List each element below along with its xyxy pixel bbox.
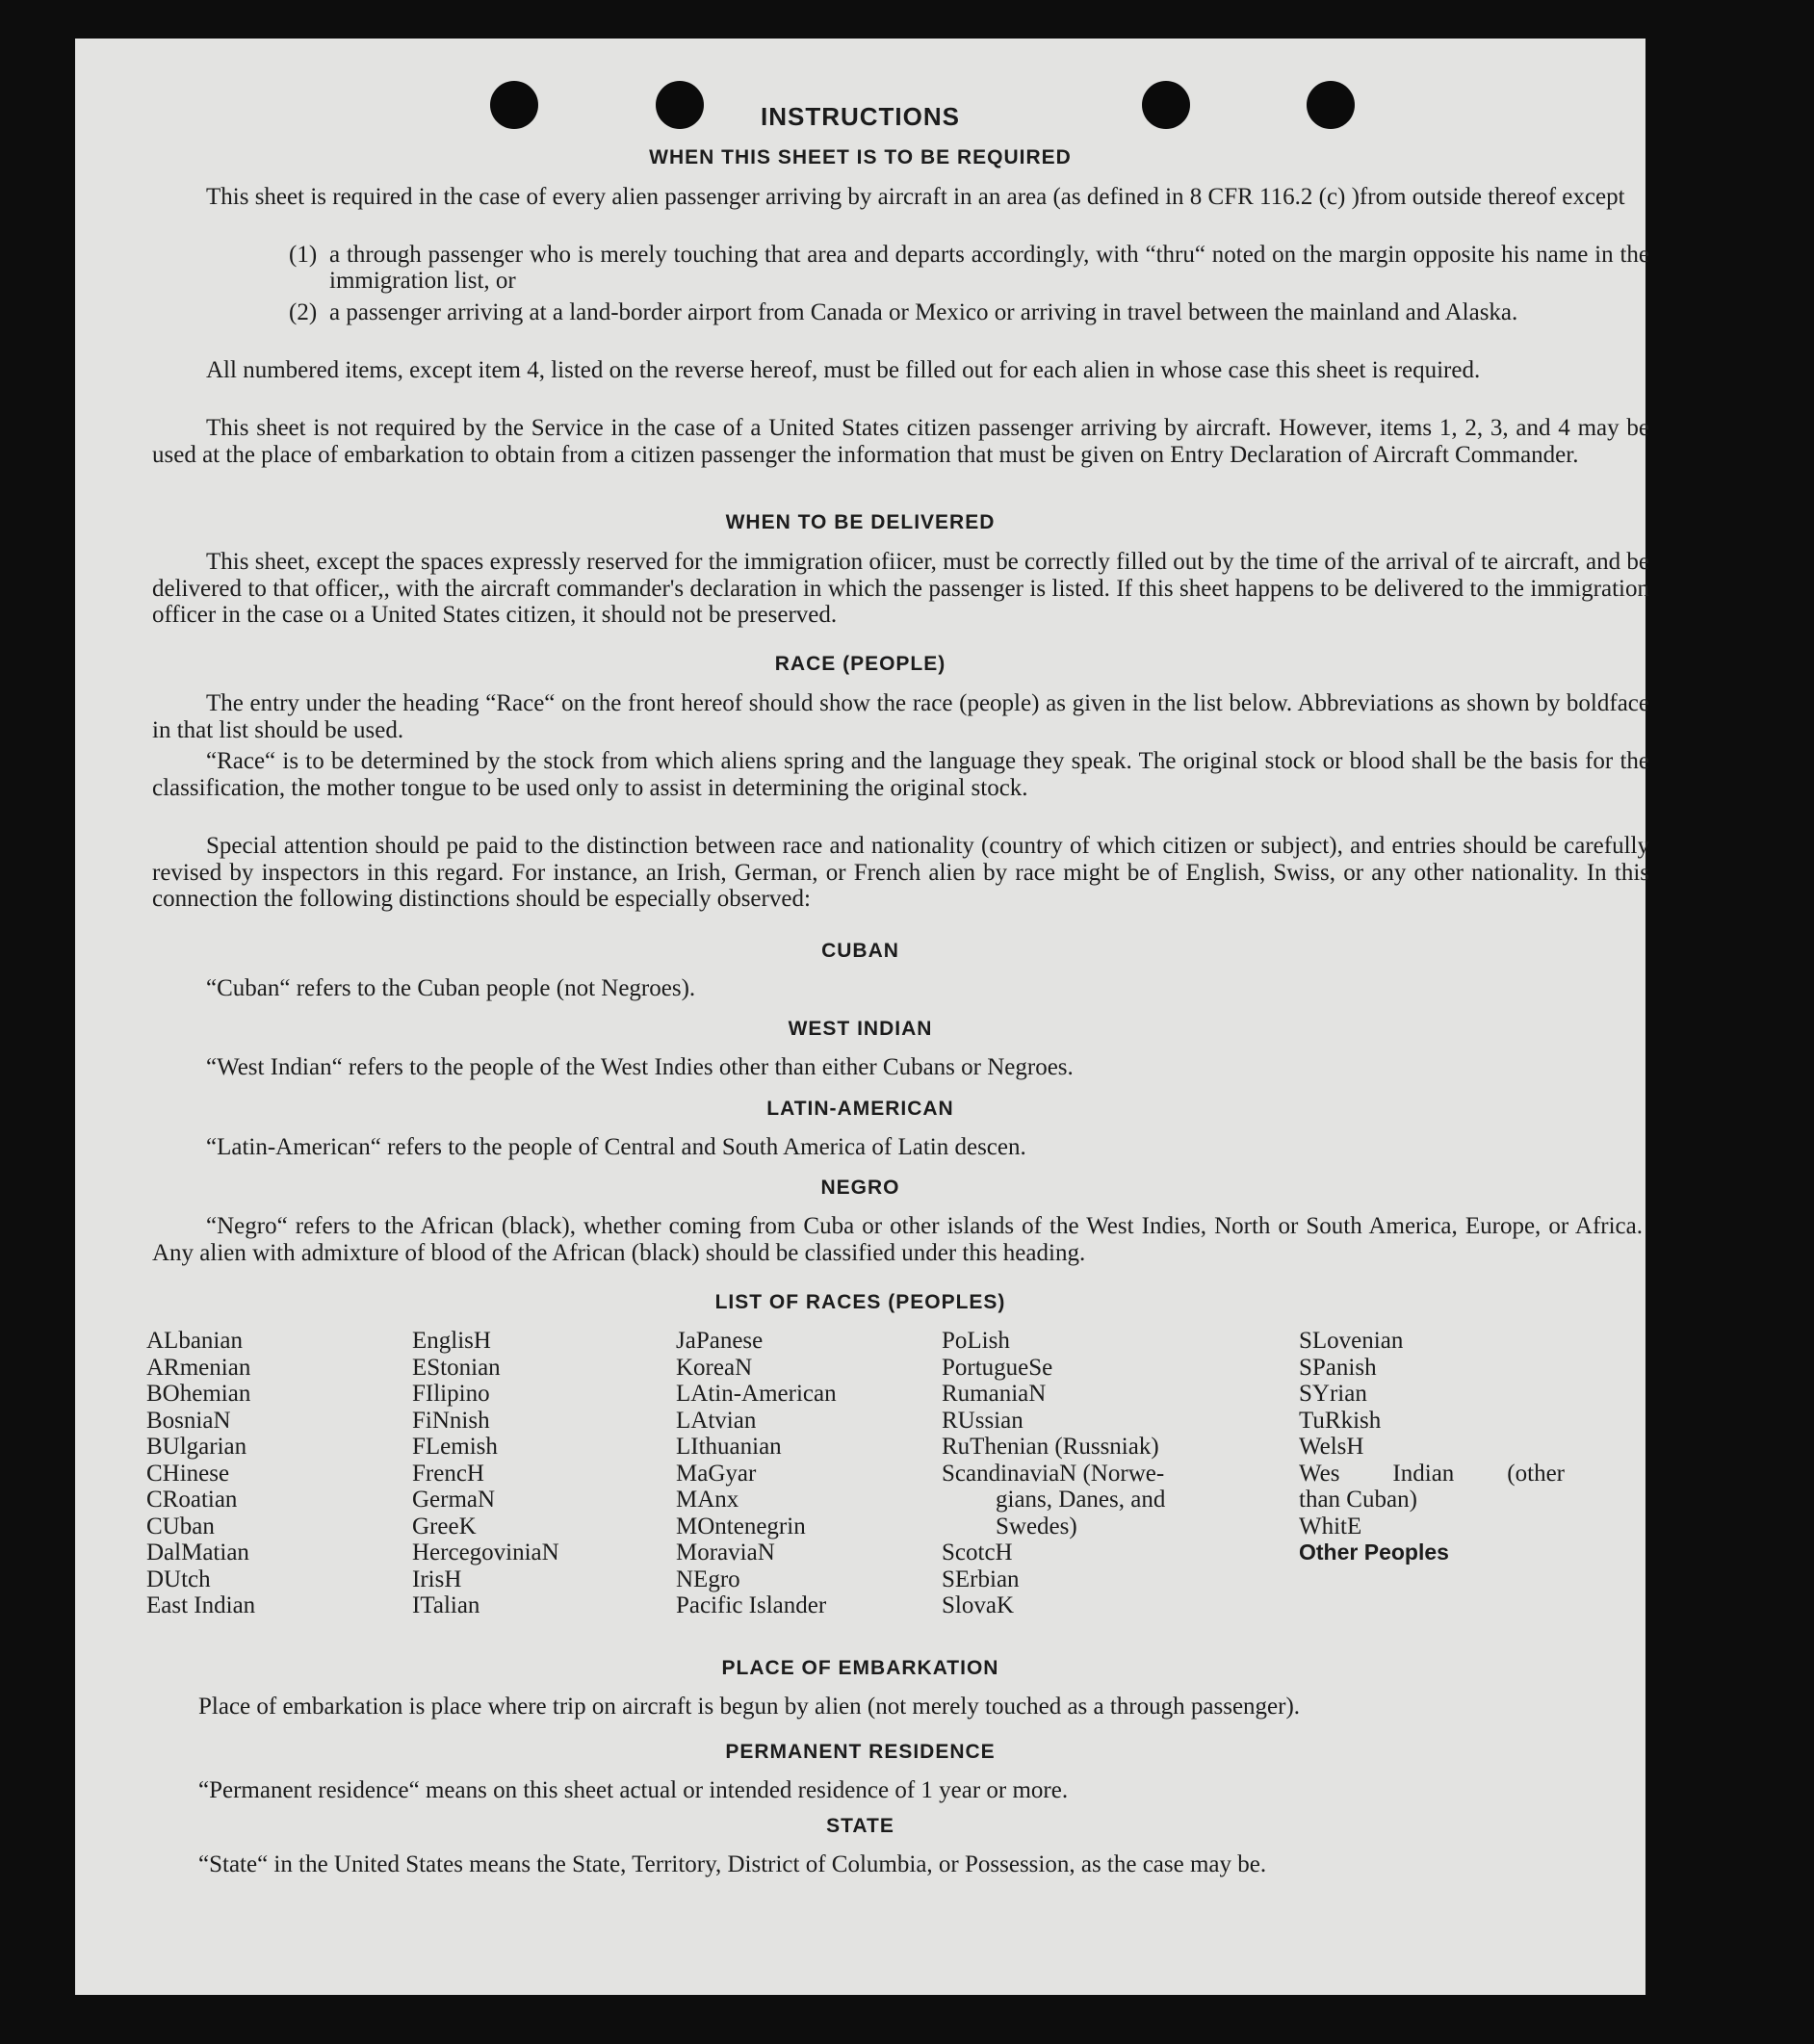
list-item-continuation: Swedes) <box>996 1513 1077 1539</box>
heading-cuban: CUBAN <box>821 940 899 962</box>
races-column-4 <box>942 1328 1165 1619</box>
list-item: BosniaN <box>146 1407 231 1434</box>
list-item: MoraviaN <box>676 1539 775 1565</box>
heading-when-delivered: WHEN TO BE DELIVERED <box>725 511 996 533</box>
list-item: MaGyar <box>676 1460 757 1487</box>
list-item: ScotcH <box>942 1539 1013 1565</box>
heading-latin-american: LATIN-AMERICAN <box>766 1098 954 1120</box>
list-item: WhitE <box>1299 1513 1362 1539</box>
list-item: DUtch <box>146 1565 211 1592</box>
heading-permanent-residence: PERMANENT RESIDENCE <box>725 1741 996 1763</box>
list-item: RUssian <box>942 1407 1024 1434</box>
list-item: SErbian <box>942 1565 1020 1592</box>
heading-state: STATE <box>826 1815 894 1837</box>
list-item: ITalian <box>412 1592 480 1618</box>
list-item: MAnx <box>676 1487 739 1513</box>
heading-when-required: WHEN THIS SHEET IS TO BE REQUIRED <box>649 146 1072 168</box>
list-item: FLemish <box>412 1434 498 1460</box>
list-item: EStonian <box>412 1354 501 1381</box>
paragraph: “Race“ is to be determined by the stock from which aliens spring and the language they speak. The original stock or blood shall be the basis for the classification, the mother tongue to be used only to assist in determining the original stock. <box>152 748 1649 801</box>
paragraph: All numbered items, except item 4, listed on the reverse hereof, must be filled out for each alien in whose case this sheet is required. <box>206 357 1481 383</box>
list-item: FiNnish <box>412 1407 490 1434</box>
list-item: GreeK <box>412 1513 477 1539</box>
list-item: EnglisH <box>412 1328 491 1354</box>
races-column-1 <box>146 1328 255 1619</box>
list-item: (2) a passenger arriving at a land-border airport from Canada or Mexico or arriving in travel between the mainland and Alaska. <box>289 299 1518 325</box>
list-item: SPanish <box>1299 1354 1377 1381</box>
heading-place-of-embarkation: PLACE OF EMBARKATION <box>721 1657 999 1679</box>
list-item: TuRkish <box>1299 1407 1382 1434</box>
list-item: FrencH <box>412 1460 484 1487</box>
list-item: CRoatian <box>146 1487 238 1513</box>
list-item: ARmenian <box>146 1354 251 1381</box>
list-item: LAtin-American <box>676 1381 837 1407</box>
list-item: FIlipino <box>412 1381 490 1407</box>
list-item: SLovenian <box>1299 1328 1404 1354</box>
paragraph: “Cuban“ refers to the Cuban people (not Negroes). <box>206 975 696 1001</box>
list-item: DalMatian <box>146 1539 249 1565</box>
document-sheet <box>75 39 1649 1995</box>
list-item-continuation: than Cuban) <box>1299 1487 1417 1513</box>
list-item: (1) a through passenger who is merely touching that area and departs accordingly, with “thru“ noted on the margin opposite his name in the immigration list, or <box>289 242 1649 294</box>
heading-negro: NEGRO <box>820 1177 900 1199</box>
paragraph: “Latin-American“ refers to the people of Central and South America of Latin descen. <box>206 1134 1026 1160</box>
paragraph: “Negro“ refers to the African (black), whether coming from Cuba or other islands of the West Indies, North or South America, Europe, or Africa. Any alien with admixture of blood of the African (black) should be classified under this heading. <box>152 1213 1643 1266</box>
list-item: MOntenegrin <box>676 1513 806 1539</box>
list-item: GermaN <box>412 1487 496 1513</box>
paragraph: Special attention should pe paid to the distinction between race and nationality (country of which citizen or subject), and entries should be carefully revised by inspectors in this regard. For instance, an Irish, German, or French alien by race might be of English, Swiss, or any other nationality. In this connection the following distinctions should be especially observed: <box>152 833 1649 912</box>
list-item: Other Peoples <box>1299 1539 1449 1565</box>
list-item: East Indian <box>146 1592 256 1618</box>
page-title: INSTRUCTIONS <box>761 102 960 131</box>
heading-race: RACE (PEOPLE) <box>774 653 946 675</box>
races-column-3 <box>676 1328 837 1619</box>
list-item: NEgro <box>676 1565 740 1592</box>
list-item: BUlgarian <box>146 1434 247 1460</box>
list-item: RumaniaN <box>942 1381 1047 1407</box>
list-item: WelsH <box>1299 1434 1364 1460</box>
paragraph: “West Indian“ refers to the people of the West Indies other than either Cubans or Negroes. <box>206 1054 1074 1080</box>
list-item: Wes Indian (other <box>1299 1460 1565 1487</box>
paragraph: This sheet is required in the case of every alien passenger arriving by aircraft in an area (as defined in 8 CFR 116.2 (c) )from outside thereof except <box>206 184 1625 210</box>
list-item-continuation: gians, Danes, and <box>996 1487 1166 1513</box>
list-item: PortugueSe <box>942 1354 1053 1381</box>
list-item: BOhemian <box>146 1381 251 1407</box>
paragraph: Place of embarkation is place where trip on aircraft is begun by alien (not merely touched as a through passenger). <box>198 1694 1301 1720</box>
races-column-5 <box>1299 1328 1565 1566</box>
paragraph: This sheet is not required by the Service in the case of a United States citizen passenger arriving by aircraft. However, items 1, 2, 3, and 4 may be used at the place of embarkation to obtain from a citizen passenger the information that must be given on Entry Declaration of Aircraft Commander. <box>152 415 1649 468</box>
heading-list-of-races: LIST OF RACES (PEOPLES) <box>714 1291 1006 1313</box>
paragraph: “Permanent residence“ means on this sheet actual or intended residence of 1 year or more. <box>198 1777 1069 1803</box>
list-item: RuThenian (Russniak) <box>942 1434 1159 1460</box>
races-column-2 <box>412 1328 559 1619</box>
list-item: Pacific Islander <box>676 1592 827 1618</box>
list-item: LIthuanian <box>676 1434 782 1460</box>
list-item: ScandinaviaN (Norwe- <box>942 1460 1165 1487</box>
paragraph: “State“ in the United States means the State, Territory, District of Columbia, or Possession, as the case may be. <box>198 1851 1267 1877</box>
list-item: JaPanese <box>676 1328 764 1354</box>
list-item: CHinese <box>146 1460 230 1487</box>
paragraph: The entry under the heading “Race“ on the front hereof should show the race (people) as given in the list below. Abbreviations as shown by boldface in that list should be used. <box>152 690 1649 743</box>
list-item: PoLish <box>942 1328 1010 1354</box>
paragraph: This sheet, except the spaces expressly reserved for the immigration ofiicer, must be correctly filled out by the time of the arrival of te aircraft, and be delivered to that officer,, with the aircraft commander's declaration in which the passenger is listed. If this sheet happens to be delivered to the immigration officer in the case oı a United States citizen, it should not be preserved. <box>152 549 1649 628</box>
list-item: LAtvian <box>676 1407 757 1434</box>
list-item: KoreaN <box>676 1354 753 1381</box>
list-item: CUban <box>146 1513 215 1539</box>
list-item: HercegoviniaN <box>412 1539 559 1565</box>
list-item: IrisH <box>412 1565 462 1592</box>
list-item: SlovaK <box>942 1592 1014 1618</box>
list-item: ALbanian <box>146 1328 243 1354</box>
heading-west-indian: WEST INDIAN <box>788 1018 933 1040</box>
list-item: SYrian <box>1299 1381 1367 1407</box>
